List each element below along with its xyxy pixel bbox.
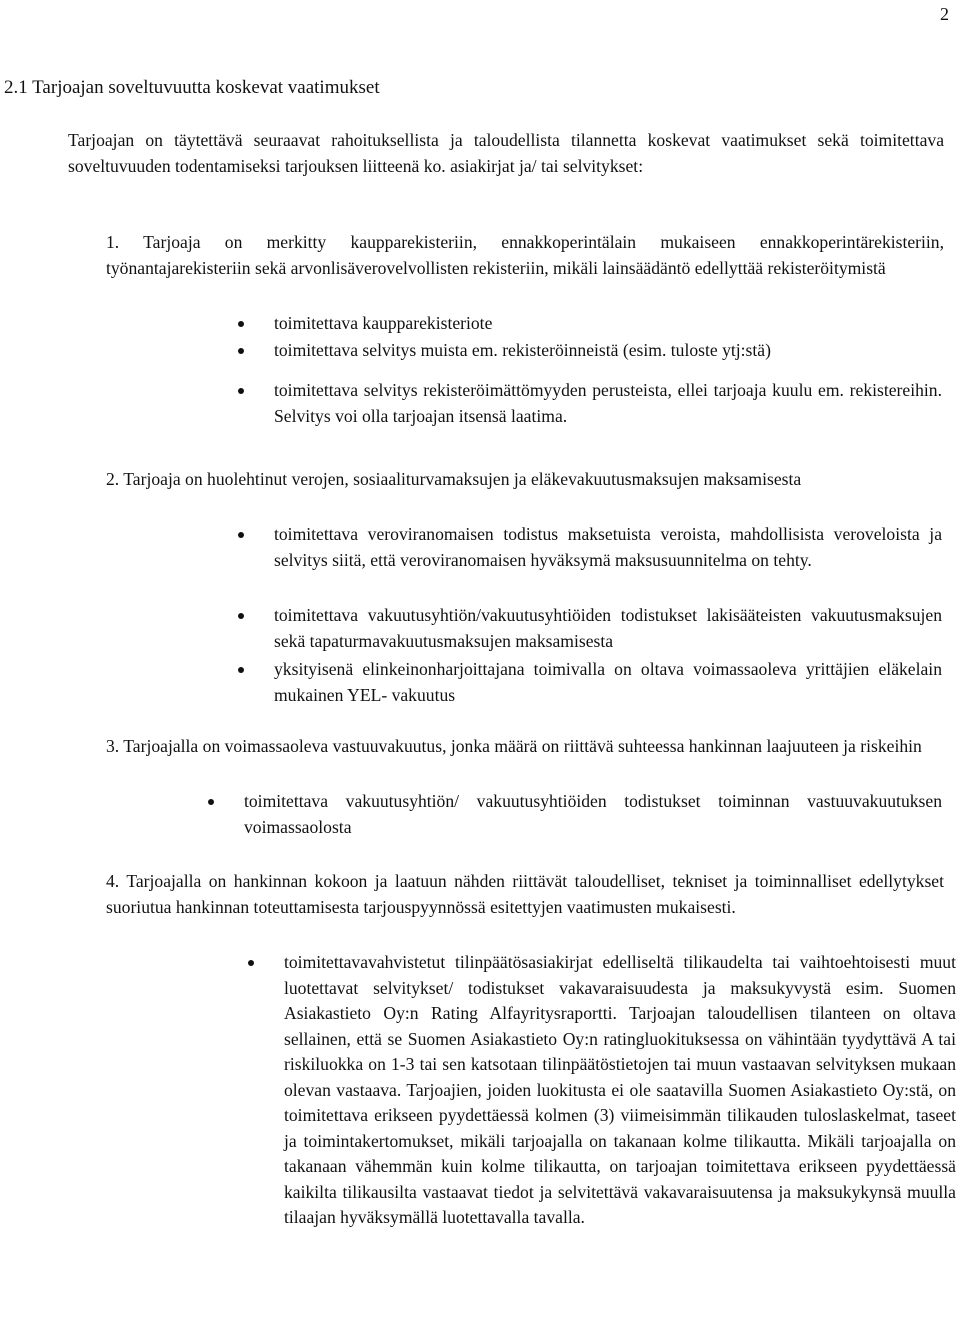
section-heading: 2.1 Tarjoajan soveltuvuutta koskevat vaatimukset [4,77,380,98]
requirement-number: 3. [106,736,124,756]
requirement-body: Tarjoajalla on hankinnan kokoon ja laatuun nähden riittävät taloudelliset, tekniset ja toiminnalliset edellytykset suoriutua hankinnan toteuttamisesta tarjouspyynnössä esitettyjen vaatimusten mukaisesti. [106,871,944,917]
requirement-text [106,230,944,281]
bullet-item: toimitettava veroviranomaisen todistus maksetuista veroista, mahdollisista veroveloista ja selvitys siitä, että veroviranomaisen hyväksymä maksusuunnitelma on tehty. [274,522,942,573]
requirement-text [106,467,944,493]
page-number: 2 [940,4,949,24]
bullet-item: toimitettava selvitys rekisteröimättömyyden perusteista, ellei tarjoaja kuulu em. rekistereihin. Selvitys voi olla tarjoajan itsensä laatima. [274,378,942,429]
requirement-body: Tarjoajalla on voimassaoleva vastuuvakuutus, jonka määrä on riittävä suhteessa hankinnan laajuuteen ja riskeihin [123,736,922,756]
requirement-text [106,734,944,760]
bullet-item: toimitettavavahvistetut tilinpäätösasiakirjat edelliseltä tilikaudelta tai vaihtoehtoisesti muut luotettavat selvitykset/ todistukset vakavaraisuudesta ja maksukyvystä esim. Suomen Asiakastieto Oy:n Rating Alfayritysraportti. Tarjoajan taloudellisen tilanteen on oltava sellainen, että se Suomen Asiakastieto Oy:n ratingluokituksessa on vähintään tyydyttävä A tai riskiluokka on 1-3 tai sen katsotaan tilinpäätöstietojen tai muun vastaavan selvityksen mukaan olevan vastaava. Tarjoajien, joiden luokitusta ei ole saatavilla Suomen Asiakastieto Oy:stä, on toimitettava erikseen pyydettäessä kolmen (3) viimeisimmän tilikauden tuloslaskelmat, taseet ja toimintakertomukset, mikäli tarjoajalla on takanaan kolme tilikautta. Mikäli tarjoajalla on takanaan vähemmän kuin kolme tilikautta, on tarjoajan toimitettava erikseen pyydettäessä kaikilta tilikausilta vastaavat tiedot ja selvitettävä vakavaraisuutensa ja maksukykynsä muulla tilaajan hyväksymällä luotettavalla tavalla. [284,950,956,1231]
requirement-number: 2. [106,469,124,489]
intro-paragraph: Tarjoajan on täytettävä seuraavat rahoituksellista ja taloudellista tilannetta koskevat vaatimukset sekä toimitettava soveltuvuuden todentamiseksi tarjouksen liitteenä ko. asiakirjat ja/ tai selvitykset: [68,130,944,176]
bullet-item: toimitettava vakuutusyhtiön/ vakuutusyhtiöiden todistukset toiminnan vastuuvakuutuksen voimassaolosta [244,789,942,840]
requirement-number: 1. [106,232,144,252]
requirement-body: Tarjoaja on merkitty kaupparekisteriin, ennakkoperintälain mukaiseen ennakkoperintärekisteriin, työnantajarekisteriin sekä arvonlisäverovelvollisten rekisteriin, mikäli lainsäädäntö edellyttää rekisteröitymistä [106,232,945,278]
requirement-body: Tarjoaja on huolehtinut verojen, sosiaaliturvamaksujen ja eläkevakuutusmaksujen maksamisesta [123,469,802,489]
bullet-item: toimitettava vakuutusyhtiön/vakuutusyhtiöiden todistukset lakisääteisten vakuutusmaksujen sekä tapaturmavakuutusmaksujen maksamisesta [274,603,942,654]
bullet-item: yksityisenä elinkeinonharjoittajana toimivalla on oltava voimassaoleva yrittäjien eläkelain mukainen YEL- vakuutus [274,657,942,708]
requirement-number: 4. [106,871,127,891]
requirement-text [106,869,944,920]
bullet-item: toimitettava selvitys muista em. rekisteröinneistä (esim. tuloste ytj:stä) [274,338,942,364]
bullet-item: toimitettava kaupparekisteriote [274,311,942,337]
